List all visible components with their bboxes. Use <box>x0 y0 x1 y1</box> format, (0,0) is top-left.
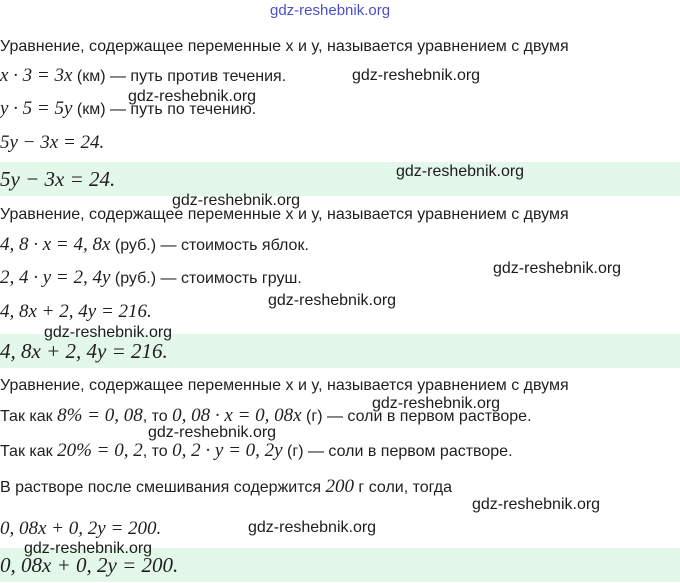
block1-line1-text: (км) — путь против течения. <box>72 68 287 85</box>
block1-line3-math: 5y − 3x = 24. <box>0 132 105 153</box>
watermark: gdz-reshebnik.org <box>44 324 173 341</box>
block3-line4 <box>0 519 161 540</box>
block3-line2-math-b: 0, 2 · y = 0, 2y <box>172 440 283 461</box>
block3-answer: 0, 08x + 0, 2y = 200. <box>0 553 179 577</box>
block1-answer-box <box>0 162 680 196</box>
watermark: gdz-reshebnik.org <box>472 496 601 513</box>
watermark: gdz-reshebnik.org <box>396 163 525 180</box>
watermark: gdz-reshebnik.org <box>172 192 301 209</box>
block2-line3 <box>0 302 152 323</box>
block3-line2-text: (г) — соли в первом растворе. <box>282 443 513 460</box>
watermark: gdz-reshebnik.org <box>268 292 397 309</box>
block3-line1-text: (г) — соли в первом растворе. <box>301 408 532 425</box>
block3-line2-math-a: 20% = 0, 2 <box>57 440 143 461</box>
block1-intro: Уравнение, содержащее переменные x и y, называется уравнением с двумя <box>0 38 569 55</box>
block3-line3-text: г соли, тогда <box>353 479 452 496</box>
block3-line3-prefix: В растворе после смешивания содержится <box>0 479 326 496</box>
block1-line2-text: (км) — путь по течению. <box>72 101 257 118</box>
block3-line1-prefix: Так как <box>0 408 58 425</box>
watermark: gdz-reshebnik.org <box>24 540 153 557</box>
watermark: gdz-reshebnik.org <box>148 424 277 441</box>
block2-line1-text: (руб.) — стоимость яблок. <box>110 237 309 254</box>
block3-line4-math: 0, 08x + 0, 2y = 200. <box>0 518 162 539</box>
block1-line2-math: y · 5 = 5y <box>0 98 73 119</box>
watermark: gdz-reshebnik.org <box>493 260 622 277</box>
watermark: gdz-reshebnik.org <box>128 88 257 105</box>
block1-line3 <box>0 133 104 154</box>
block2-line3-math: 4, 8x + 2, 4y = 216. <box>0 301 152 322</box>
block2-line2 <box>0 268 302 289</box>
block3-line3 <box>0 477 452 498</box>
block2-line2-math: 2, 4 · y = 2, 4y <box>0 267 111 288</box>
block3-line1-math-b: 0, 08 · x = 0, 08x <box>172 405 302 426</box>
block1-line1-math: x · 3 = 3x <box>0 65 73 86</box>
block3-line2-prefix: Так как <box>0 443 58 460</box>
watermark-top: gdz-reshebnik.org <box>270 2 391 19</box>
block1-answer: 5y − 3x = 24. <box>0 167 116 191</box>
block2-line1-math: 4, 8 · x = 4, 8x <box>0 234 111 255</box>
block3-line2 <box>0 441 513 462</box>
block3-line3-math: 200 <box>325 476 354 497</box>
block3-line2-mid: , то <box>142 443 173 460</box>
watermark: gdz-reshebnik.org <box>352 67 481 84</box>
block2-line2-text: (руб.) — стоимость груш. <box>110 270 302 287</box>
block3-line1-math-a: 8% = 0, 08 <box>57 405 143 426</box>
block3-intro: Уравнение, содержащее переменные x и y, называется уравнением с двумя <box>0 377 569 394</box>
block2-intro: Уравнение, содержащее переменные x и y, называется уравнением с двумя <box>0 206 569 223</box>
block2-answer: 4, 8x + 2, 4y = 216. <box>0 339 168 363</box>
block3-line1-mid: , то <box>142 408 173 425</box>
block2-line1 <box>0 235 309 256</box>
block1-line1 <box>0 66 286 87</box>
watermark: gdz-reshebnik.org <box>248 519 377 536</box>
watermark: gdz-reshebnik.org <box>372 395 501 412</box>
